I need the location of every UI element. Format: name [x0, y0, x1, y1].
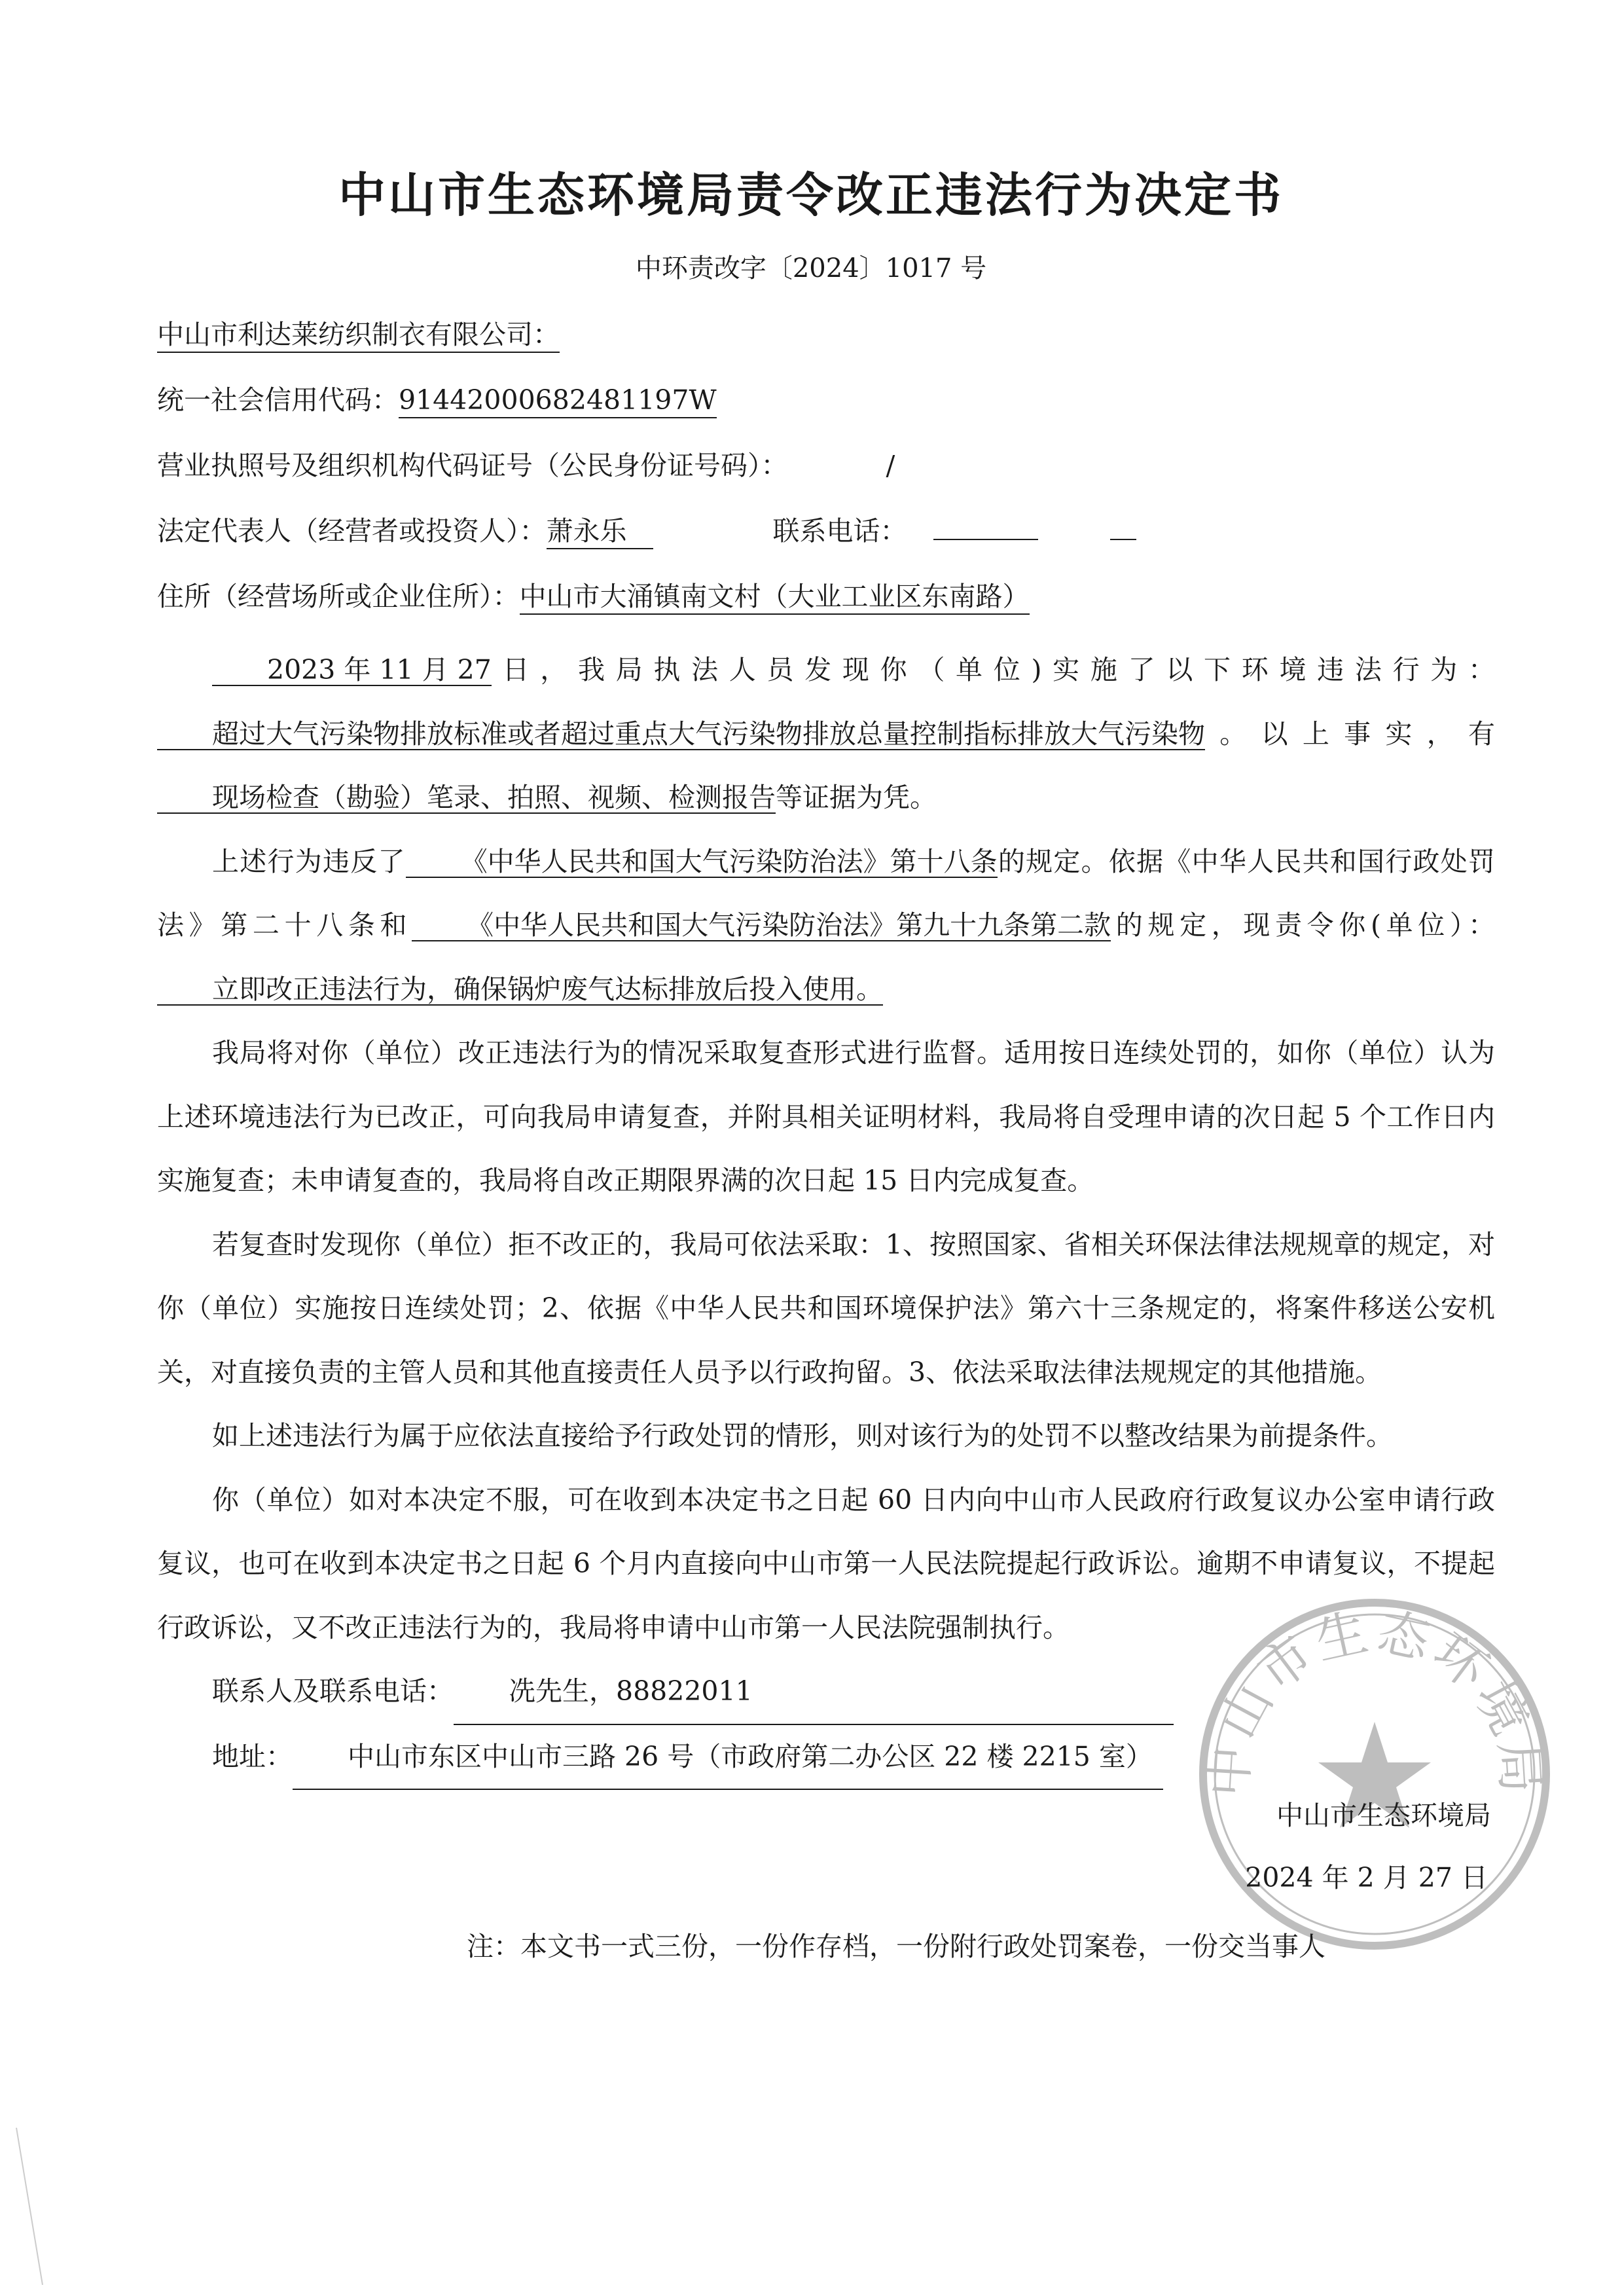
- office-address-label: 地址：: [212, 1740, 293, 1772]
- phone-blank-mark: [1110, 519, 1136, 540]
- paragraph-consequences: 若复查时发现你（单位）拒不改正的，我局可依法采取：1、按照国家、省相关环保法律法规规章的规定，对你（单位）实施按日连续处罚；2、依据《中华人民共和国环境保护法》第六十三条规定的，将案件移送公安机关，对直接负责的主管人员和其他直接责任人员予以行政拘留。3、依法采取法律法规规定的其他措施。: [157, 1228, 1495, 1388]
- basis-text-c: 的规定，现责令你(单位）：: [1111, 909, 1496, 941]
- credit-code-value: 91442000682481197W: [399, 384, 717, 418]
- paragraph-appeal-rights: 你（单位）如对本决定不服，可在收到本决定书之日起 60 日内向中山市人民政府行政复议办公室申请行政复议，也可在收到本决定书之日起 6 个月内直接向中山市第一人民法院提起行政诉讼。逾期不申请复议，不提起行政诉讼，又不改正违法行为的，我局将申请中山市第一人民法院强制执行。: [157, 1484, 1495, 1643]
- contact-label: 联系人及联系电话：: [212, 1675, 454, 1707]
- phone-blank: [933, 519, 1038, 540]
- credit-code-line: [157, 378, 717, 417]
- official-seal-stamp: [1191, 1591, 1558, 1958]
- address-line: [157, 575, 1030, 613]
- facts-text-a: 日，我局执法人员发现你（单位)实施了以下环境违法行为：: [491, 654, 1495, 685]
- office-address-value: 中山市东区中山市三路 26 号（市政府第二办公区 22 楼 2215 室）: [293, 1725, 1163, 1791]
- scan-mark: [13, 2128, 52, 2285]
- facts-text-c: 等证据为凭。: [776, 782, 937, 813]
- paragraph-supervision: 我局将对你（单位）改正违法行为的情况采取复查形式进行监督。适用按日连续处罚的，如你（单位）认为上述环境违法行为已改正，可向我局申请复查，并附具相关证明材料，我局将自受理申请的次日起 5 个工作日内实施复查；未申请复查的，我局将自改正期限界满的次日起 15 日内完成复查。: [157, 1037, 1495, 1196]
- paragraph-facts: [157, 638, 1495, 830]
- credit-code-label: 统一社会信用代码：: [157, 384, 399, 416]
- document-number: 中环责改字〔2024〕1017 号: [635, 253, 987, 283]
- legal-rep-line: [157, 509, 1136, 548]
- phone-label: 联系电话：: [772, 515, 907, 547]
- contact-value: 冼先生，88822011: [454, 1660, 1174, 1725]
- paragraph-legal-basis: [157, 830, 1495, 1022]
- paragraph-penalty-note: 如上述违法行为属于应依法直接给予行政处罚的情形，则对该行为的处罚不以整改结果为前提条件。: [212, 1420, 1393, 1451]
- license-value: /: [886, 450, 895, 481]
- copies-note: 注：本文书一式三份，一份作存档，一份附行政处罚案卷，一份交当事人: [467, 1931, 1325, 1962]
- svg-text:中山市生态环境局: 中山市生态环境局: [1198, 1602, 1551, 1799]
- recipient-name: 中山市利达莱纺织制衣有限公司：: [157, 319, 560, 353]
- correction-order: 立即改正违法行为，确保锅炉废气达标排放后投入使用。: [157, 975, 883, 1006]
- penalty-law: 《中华人民共和国大气污染防治法》第九十九条第二款: [412, 911, 1111, 941]
- address-value: 中山市大涌镇南文村（大业工业区东南路）: [520, 581, 1030, 615]
- basis-text-a: 上述行为违反了: [212, 845, 406, 877]
- violation-date: 2023 年 11 月 27: [212, 655, 492, 686]
- violation-description: 超过大气污染物排放标准或者超过重点大气污染物排放总量控制指标排放大气污染物: [157, 720, 1205, 750]
- basis-text-b: 的规定。依据《中华人民共和国行政处罚法》第二十八条和: [157, 845, 1496, 941]
- recipient-line: [157, 313, 560, 352]
- violated-law: 《中华人民共和国大气污染防治法》第十八条: [406, 847, 998, 878]
- legal-rep-label: 法定代表人（经营者或投资人）：: [157, 515, 547, 547]
- facts-text-b: 。以上事实，有: [1205, 718, 1495, 750]
- legal-rep-value: 萧永乐: [547, 515, 653, 549]
- address-label: 住所（经营场所或企业住所）：: [157, 581, 520, 612]
- issuing-authority: 中山市生态环境局: [1276, 1800, 1491, 1831]
- license-label: 营业执照号及组织机构代码证号（公民身份证号码）：: [157, 450, 788, 481]
- license-line: [157, 444, 895, 483]
- issue-date: 2024 年 2 月 27 日: [1245, 1862, 1488, 1893]
- document-title: 中山市生态环境局责令改正违法行为决定书: [338, 168, 1284, 223]
- evidence-list: 现场检查（勘验）笔录、拍照、视频、检测报告: [157, 783, 776, 814]
